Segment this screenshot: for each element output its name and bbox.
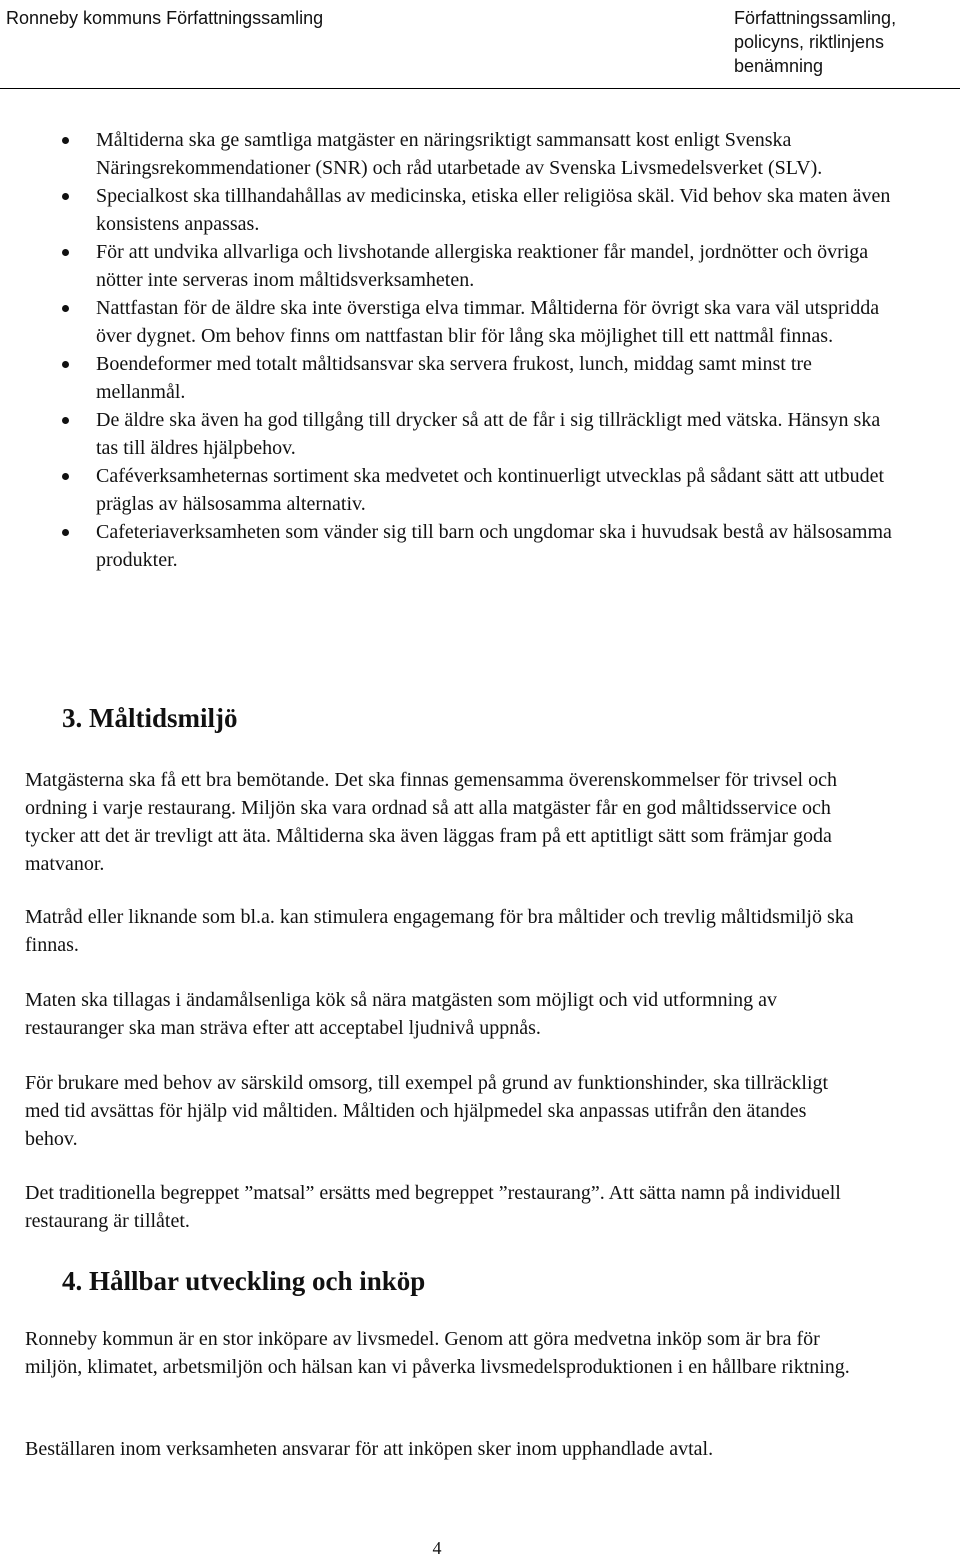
list-item xyxy=(0,238,900,294)
list-item xyxy=(0,126,900,182)
bullet-icon xyxy=(62,529,69,536)
section-4-paragraph-1: Ronneby kommun är en stor inköpare av livsmedel. Genom att göra medvetna inköp som är bra för miljön, klimatet, arbetsmiljön och hälsan kan vi påverka livsmedelsproduktionen i en hållbare riktning. xyxy=(25,1328,850,1378)
bullet-icon xyxy=(62,249,69,256)
list-item xyxy=(0,462,900,518)
list-item xyxy=(0,182,900,238)
list-item xyxy=(0,518,900,574)
list-item-text: Specialkost ska tillhandahållas av medicinska, etiska eller religiösa skäl. Vid behov ska maten även konsistens anpassas. xyxy=(96,185,891,235)
list-item-text: Nattfastan för de äldre ska inte överstiga elva timmar. Måltiderna för övrigt ska vara väl utspridda över dygnet. Om behov finns om nattfastan blir för lång ska möjlighet till ett nattmål finnas. xyxy=(96,297,880,347)
section-4-heading: 4. Hållbar utveckling och inköp xyxy=(62,1266,426,1296)
list-item xyxy=(0,294,900,350)
bullet-icon xyxy=(62,305,69,312)
header-right-line-3: benämning xyxy=(734,56,824,76)
header-left-title: Ronneby kommuns Författningssamling xyxy=(6,8,324,28)
list-item-text: Cafeteriaverksamheten som vänder sig till barn och ungdomar ska i huvudsak bestå av hälsosamma produkter. xyxy=(96,521,892,571)
section-4-paragraph-2: Beställaren inom verksamheten ansvarar för att inköpen sker inom upphandlade avtal. xyxy=(25,1438,714,1460)
section-3-paragraph-1: Matgästerna ska få ett bra bemötande. Det ska finnas gemensamma överenskommelser för trivsel och ordning i varje restaurang. Miljön ska vara ordnad så att alla matgäster får en god måltidsservice och tycker att det är trevligt att äta. Måltiderna ska även läggas fram på ett aptitligt sätt som främjar goda matvanor. xyxy=(25,769,837,875)
section-3-paragraph-3: Maten ska tillagas i ändamålsenliga kök så nära matgästen som möjligt och vid utformning av restauranger ska man sträva efter att acceptabel ljudnivå uppnås. xyxy=(25,989,778,1039)
page-header xyxy=(0,0,960,89)
list-item-text: Boendeformer med totalt måltidsansvar ska servera frukost, lunch, middag samt minst tre mellanmål. xyxy=(96,353,812,403)
section-3-paragraph-4: För brukare med behov av särskild omsorg, till exempel på grund av funktionshinder, ska tillräckligt med tid avsättas för hjälp vid måltiden. Måltiden och hjälpmedel ska anpassas utifrån den ätandes behov. xyxy=(25,1072,829,1150)
requirements-bullet-list xyxy=(0,126,900,574)
list-item-text: De äldre ska även ha god tillgång till drycker så att de får i sig tillräckligt med vätska. Hänsyn ska tas till äldres hjälpbehov. xyxy=(96,409,881,459)
header-right-line-2: policyns, riktlinjens xyxy=(734,32,885,52)
list-item xyxy=(0,350,900,406)
section-3-paragraph-5: Det traditionella begreppet ”matsal” ersätts med begreppet ”restaurang”. Att sätta namn på individuell restaurang är tillåtet. xyxy=(25,1182,841,1232)
header-right-line-1: Författningssamling, xyxy=(734,8,897,28)
list-item-text: För att undvika allvarliga och livshotande allergiska reaktioner får mandel, jordnötter och övriga nötter inte serveras inom måltidsverksamheten. xyxy=(96,241,869,291)
list-item xyxy=(0,406,900,462)
list-item-text: Caféverksamheternas sortiment ska medvetet och kontinuerligt utvecklas på sådant sätt att utbudet präglas av hälsosamma alternativ. xyxy=(96,465,885,515)
bullet-icon xyxy=(62,193,69,200)
bullet-icon xyxy=(62,473,69,480)
list-item-text: Måltiderna ska ge samtliga matgäster en näringsriktigt sammansatt kost enligt Svenska Näringsrekommendationer (SNR) och råd utarbetade av Svenska Livsmedelsverket (SLV). xyxy=(96,129,823,179)
page-number: 4 xyxy=(432,1538,442,1558)
header-right-title xyxy=(734,6,956,78)
section-3-paragraph-2: Matråd eller liknande som bl.a. kan stimulera engagemang för bra måltider och trevlig måltidsmiljö ska finnas. xyxy=(25,906,854,956)
bullet-icon xyxy=(62,361,69,368)
bullet-icon xyxy=(62,137,69,144)
section-3-heading: 3. Måltidsmiljö xyxy=(62,703,238,733)
bullet-icon xyxy=(62,417,69,424)
